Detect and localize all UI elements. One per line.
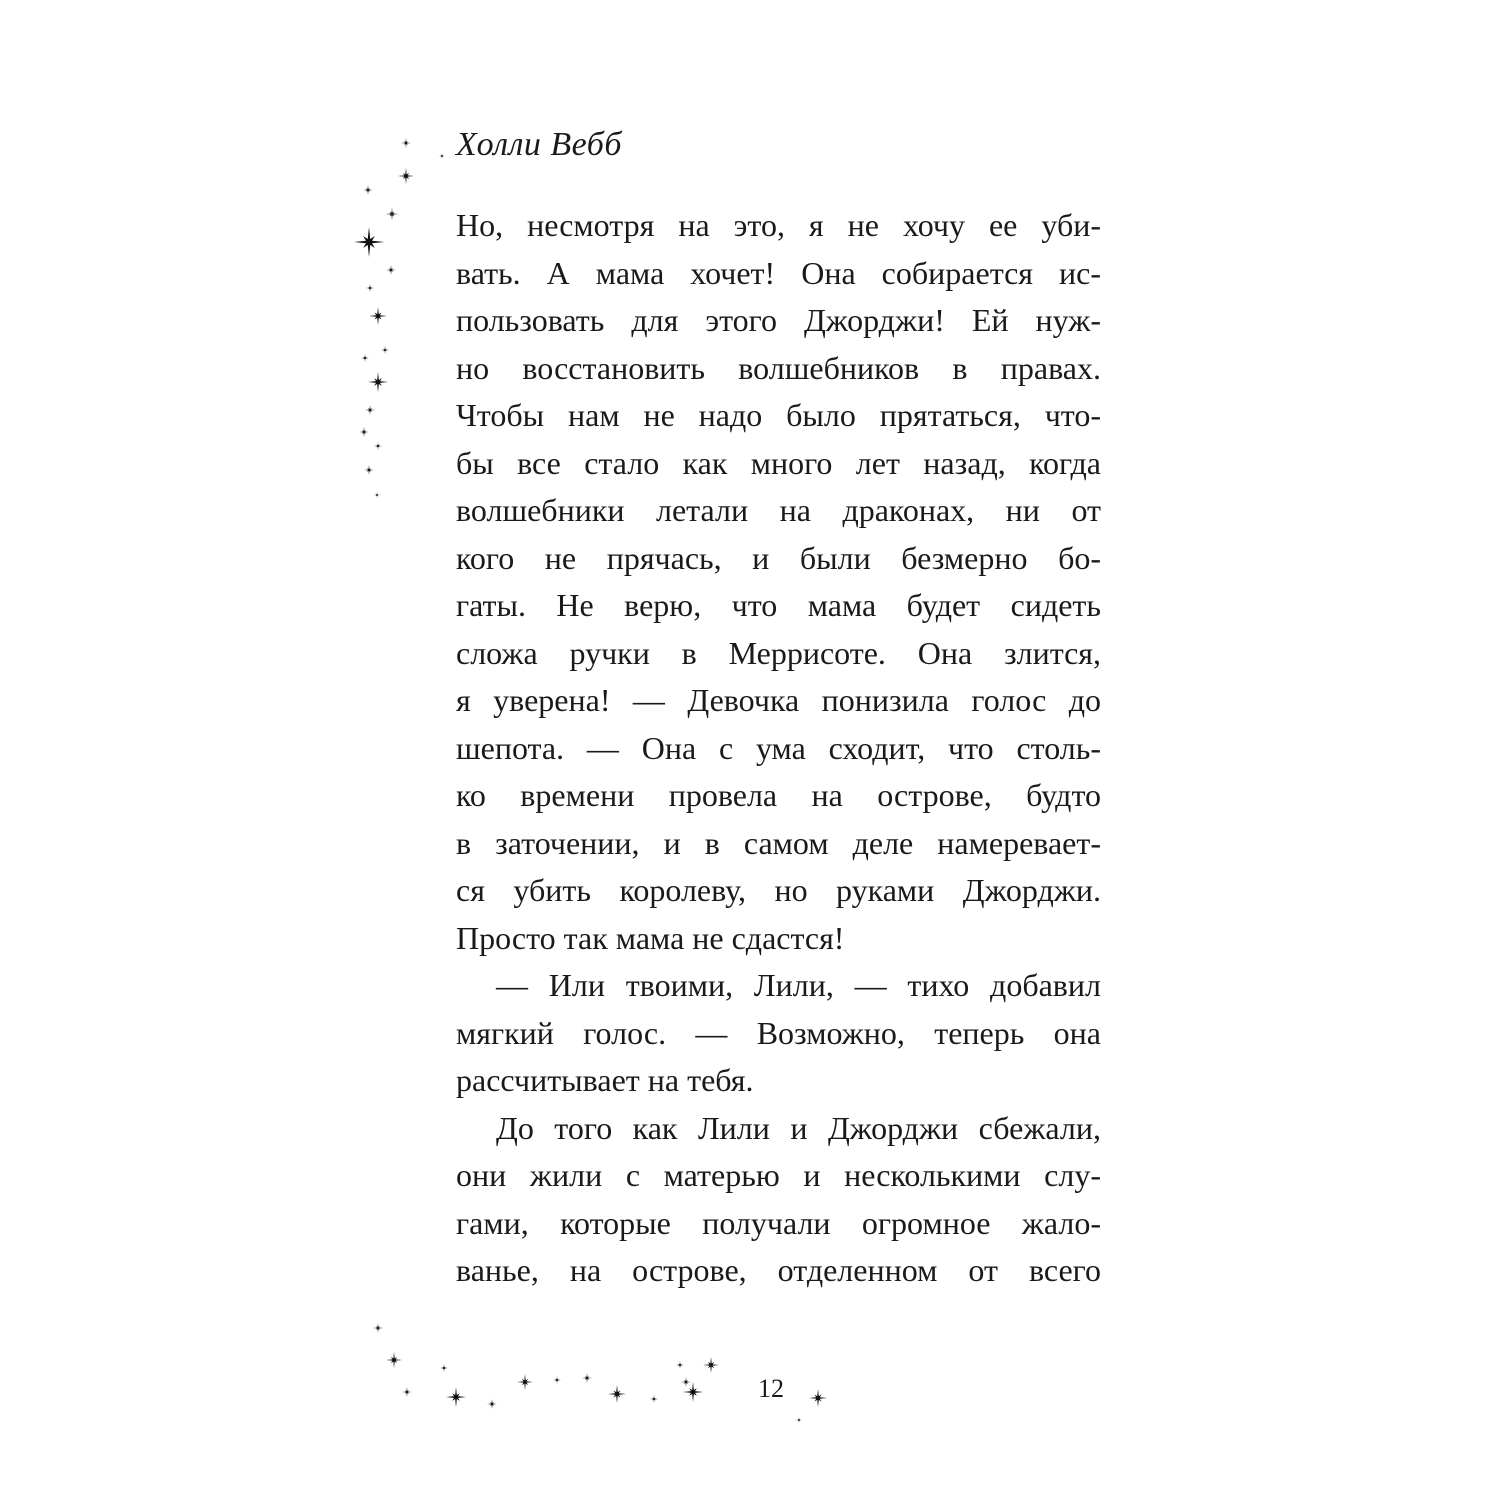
star-icon (401, 138, 411, 148)
star-icon (487, 1399, 497, 1409)
text-line: Но, несмотря на это, я не хочу ее уби- (456, 207, 1101, 243)
text-line: До того как Лили и Джорджи сбежали, (496, 1109, 1101, 1146)
star-icon (386, 208, 398, 220)
text-line: шепота. — Она с ума сходит, что столь- (456, 729, 1101, 766)
page-number: 12 (758, 1374, 784, 1403)
star-icon (386, 1352, 402, 1368)
star-icon (363, 185, 373, 195)
text-line: гаты. Не верю, что мама будет сидеть (456, 587, 1101, 623)
star-icon (359, 427, 369, 437)
text-line: ко времени провела на острове, будто (456, 777, 1101, 813)
star-icon (364, 465, 374, 475)
star-icon (373, 1323, 383, 1333)
star-icon (374, 442, 382, 450)
star-icon (608, 1385, 626, 1403)
text-line: ванье, на острове, отделенном от всего (456, 1252, 1101, 1288)
body-text (456, 202, 1101, 1295)
text-line: пользовать для этого Джорджи! Ей нуж- (456, 302, 1101, 338)
star-icon (703, 1357, 719, 1373)
star-icon (361, 354, 369, 362)
star-icon (354, 227, 384, 257)
text-line: кого не прячась, и были безмерно бо- (456, 539, 1101, 576)
star-icon (368, 372, 388, 392)
star-icon (439, 153, 445, 159)
text-line: — Или твоими, Лили, — тихо добавил (496, 967, 1101, 1003)
text-line: ся убить королеву, но руками Джорджи. (456, 872, 1101, 908)
star-icon (809, 1389, 827, 1407)
star-icon (386, 265, 396, 275)
text-line: Просто так мама не сдастся! (456, 919, 845, 956)
star-icon (681, 1377, 691, 1387)
text-line: я уверена! — Девочка понизила голос до (456, 682, 1101, 718)
star-icon (366, 284, 374, 292)
star-icon (582, 1373, 592, 1383)
star-icon (369, 307, 387, 325)
text-line: мягкий голос. — Возможно, теперь она (456, 1014, 1101, 1051)
star-icon (553, 1376, 561, 1384)
text-line: в заточении, и в самом деле намеревает- (456, 824, 1101, 861)
running-header-author: Холли Вебб (456, 126, 623, 163)
text-line: сложа ручки в Меррисоте. Она злится, (456, 634, 1101, 671)
text-line: бы все стало как много лет назад, когда (456, 444, 1101, 481)
star-icon (440, 1364, 448, 1372)
star-icon (446, 1387, 466, 1407)
text-line: волшебники летали на драконах, ни от (456, 492, 1101, 528)
star-icon (365, 405, 375, 415)
text-line: но восстановить волшебников в правах. (456, 349, 1101, 386)
text-line: они жили с матерью и несколькими слу- (456, 1157, 1101, 1193)
star-icon (650, 1395, 658, 1403)
text-line: рассчитывает на тебя. (456, 1062, 754, 1098)
text-line: гами, которые получали огромное жало- (456, 1204, 1101, 1241)
star-icon (796, 1417, 802, 1423)
text-line: вать. А мама хочет! Она собирается ис- (456, 254, 1101, 291)
star-icon (381, 346, 389, 354)
star-icon (374, 492, 380, 498)
star-icon (676, 1361, 684, 1369)
text-line: Чтобы нам не надо было прятаться, что- (456, 397, 1101, 433)
star-icon (402, 1387, 412, 1397)
star-icon (398, 168, 414, 184)
star-icon (517, 1374, 533, 1390)
